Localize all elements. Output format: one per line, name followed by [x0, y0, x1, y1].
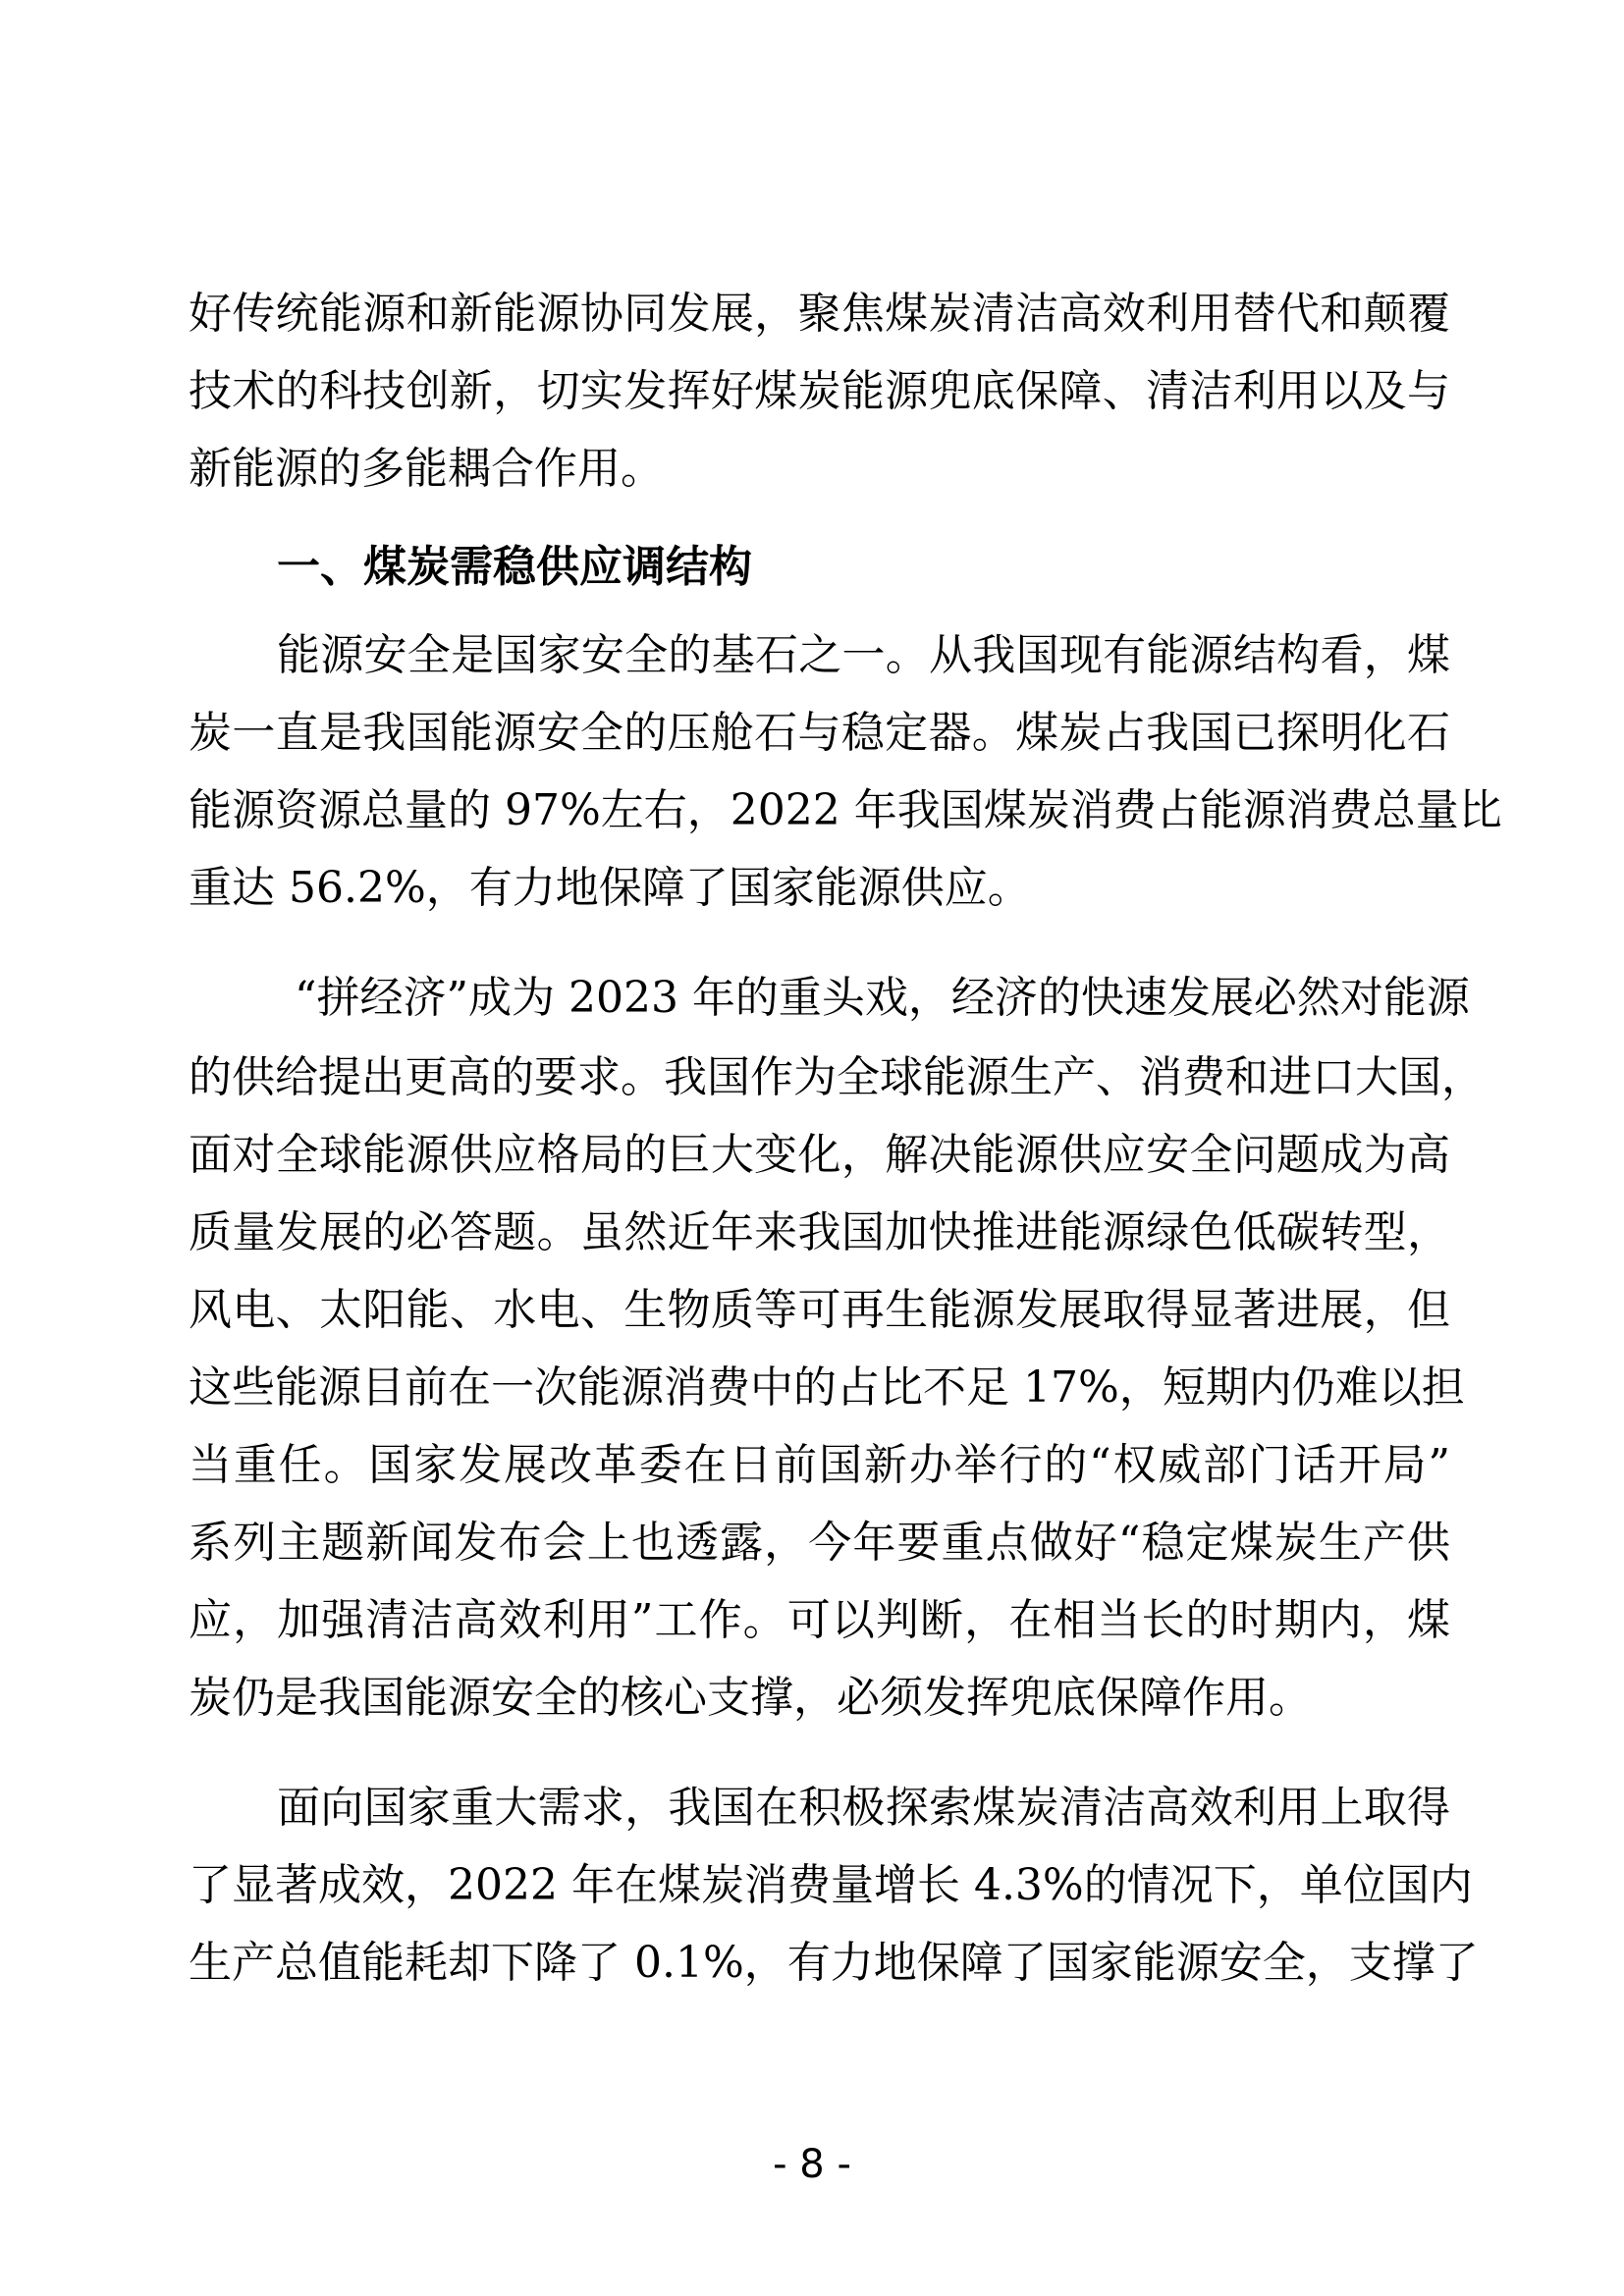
- paragraph-line: 新能源的多能耦合作用。: [189, 444, 664, 494]
- section-heading: 一、煤炭需稳供应调结构: [277, 542, 752, 592]
- paragraph-line: 好传统能源和新能源协同发展，聚焦煤炭清洁高效利用替代和颠覆: [189, 289, 1450, 339]
- paragraph-line: 能源资源总量的 97%左右，2022 年我国煤炭消费占能源消费总量比: [189, 785, 1502, 835]
- paragraph-line: 的供给提出更高的要求。我国作为全球能源生产、消费和进口大国，: [189, 1052, 1485, 1102]
- paragraph-line: 质量发展的必答题。虽然近年来我国加快推进能源绿色低碳转型，: [189, 1207, 1450, 1257]
- paragraph-line: 面对全球能源供应格局的巨大变化，解决能源供应安全问题成为高: [189, 1130, 1450, 1180]
- paragraph-line: “拼经济”成为 2023 年的重头戏，经济的快速发展必然对能源: [295, 973, 1470, 1023]
- paragraph-line: 能源安全是国家安全的基石之一。从我国现有能源结构看，煤: [277, 630, 1450, 680]
- paragraph-line: 炭一直是我国能源安全的压舱石与稳定器。煤炭占我国已探明化石: [189, 708, 1450, 758]
- paragraph-line: 炭仍是我国能源安全的核心支撑，必须发挥兜底保障作用。: [189, 1673, 1312, 1723]
- page-number: - 8 -: [773, 2142, 851, 2187]
- paragraph-line: 技术的科技创新，切实发挥好煤炭能源兜底保障、清洁利用以及与: [189, 366, 1450, 416]
- paragraph-line: 应，加强清洁高效利用”工作。可以判断，在相当长的时期内，煤: [189, 1595, 1450, 1645]
- paragraph-line: 了显著成效，2022 年在煤炭消费量增长 4.3%的情况下，单位国内: [189, 1860, 1473, 1910]
- paragraph-line: 这些能源目前在一次能源消费中的占比不足 17%，短期内仍难以担: [189, 1362, 1465, 1413]
- paragraph-line: 风电、太阳能、水电、生物质等可再生能源发展取得显著进展，但: [189, 1285, 1450, 1335]
- paragraph-line: 生产总值能耗却下降了 0.1%，有力地保障了国家能源安全，支撑了: [189, 1938, 1479, 1988]
- paragraph-line: 重达 56.2%，有力地保障了国家能源供应。: [189, 863, 1031, 913]
- paragraph-line: 面向国家重大需求，我国在积极探索煤炭清洁高效利用上取得: [277, 1783, 1450, 1833]
- paragraph-line: 当重任。国家发展改革委在日前国新办举行的“权威部门话开局”: [189, 1440, 1450, 1490]
- paragraph-line: 系列主题新闻发布会上也透露，今年要重点做好“稳定煤炭生产供: [189, 1518, 1450, 1568]
